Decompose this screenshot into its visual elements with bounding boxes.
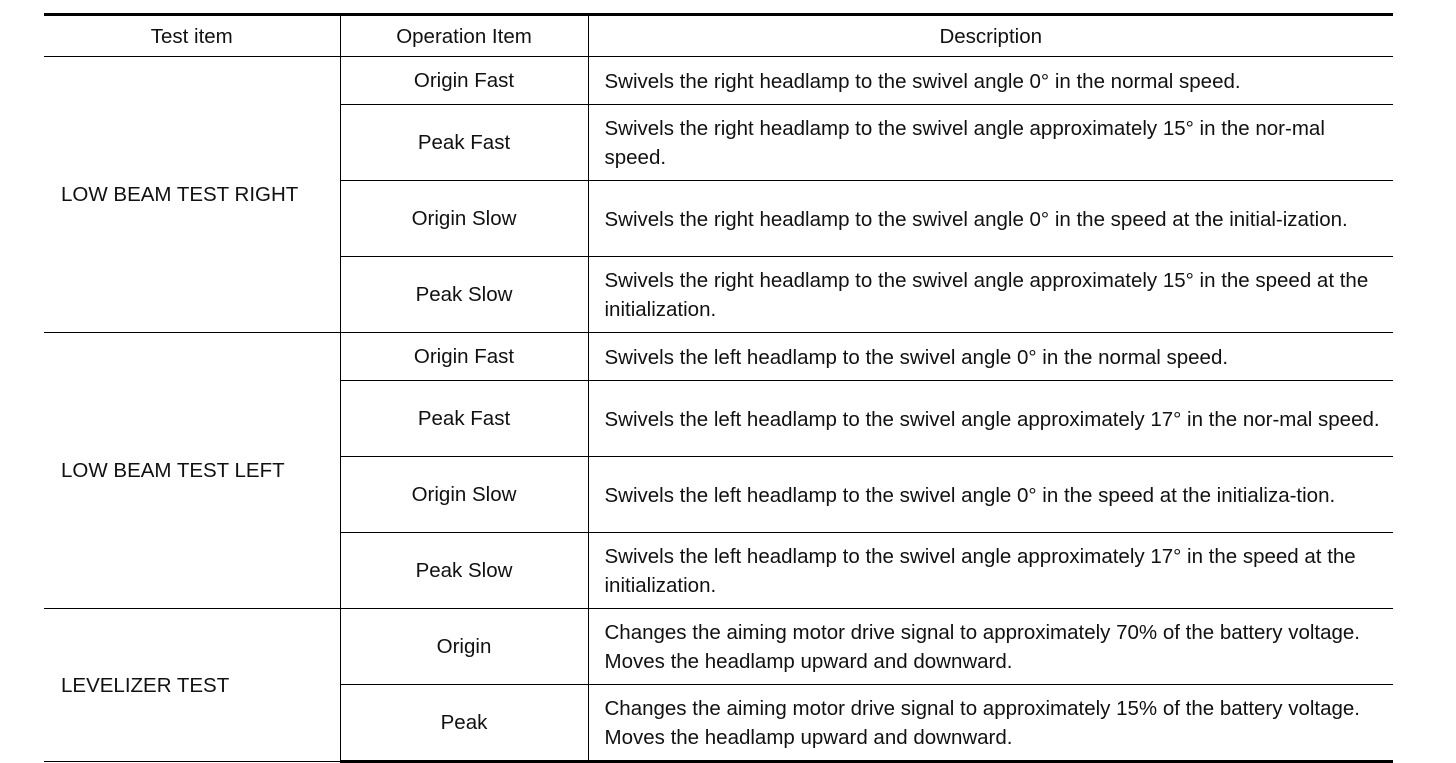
description-cell: Swivels the left headlamp to the swivel angle 0° in the speed at the initializa-tion. — [588, 457, 1393, 533]
description-cell: Swivels the right headlamp to the swivel angle approximately 15° in the speed at the initialization. — [588, 257, 1393, 333]
description-cell: Swivels the left headlamp to the swivel angle 0° in the normal speed. — [588, 333, 1393, 381]
table-row — [44, 609, 1393, 685]
table-row — [44, 333, 1393, 381]
test-item-cell: LEVELIZER TEST — [44, 609, 340, 762]
operation-item-cell: Origin Fast — [340, 57, 588, 105]
header-operation-item: Operation Item — [340, 15, 588, 57]
operation-item-cell: Origin Fast — [340, 333, 588, 381]
description-cell: Swivels the right headlamp to the swivel angle 0° in the speed at the initial-ization. — [588, 181, 1393, 257]
description-cell: Swivels the right headlamp to the swivel angle 0° in the normal speed. — [588, 57, 1393, 105]
description-cell: Changes the aiming motor drive signal to approximately 15% of the battery voltage. Moves the headlamp upward and downward. — [588, 685, 1393, 762]
header-description: Description — [588, 15, 1393, 57]
table-body — [44, 57, 1393, 762]
operation-item-cell: Peak Slow — [340, 533, 588, 609]
operation-item-cell: Peak Slow — [340, 257, 588, 333]
operation-item-cell: Origin Slow — [340, 181, 588, 257]
description-cell: Swivels the left headlamp to the swivel angle approximately 17° in the speed at the initialization. — [588, 533, 1393, 609]
test-item-cell: LOW BEAM TEST LEFT — [44, 333, 340, 609]
operation-item-cell: Origin — [340, 609, 588, 685]
header-row — [44, 15, 1393, 57]
operation-item-cell: Peak Fast — [340, 381, 588, 457]
operation-item-cell: Origin Slow — [340, 457, 588, 533]
description-cell: Swivels the left headlamp to the swivel angle approximately 17° in the nor-mal speed. — [588, 381, 1393, 457]
operation-item-cell: Peak Fast — [340, 105, 588, 181]
table-header — [44, 15, 1393, 57]
description-cell: Changes the aiming motor drive signal to approximately 70% of the battery voltage. Moves the headlamp upward and downward. — [588, 609, 1393, 685]
header-test-item: Test item — [44, 15, 340, 57]
operation-item-cell: Peak — [340, 685, 588, 762]
test-item-cell: LOW BEAM TEST RIGHT — [44, 57, 340, 333]
table-row — [44, 57, 1393, 105]
active-test-table — [44, 13, 1393, 763]
description-cell: Swivels the right headlamp to the swivel angle approximately 15° in the nor-mal speed. — [588, 105, 1393, 181]
